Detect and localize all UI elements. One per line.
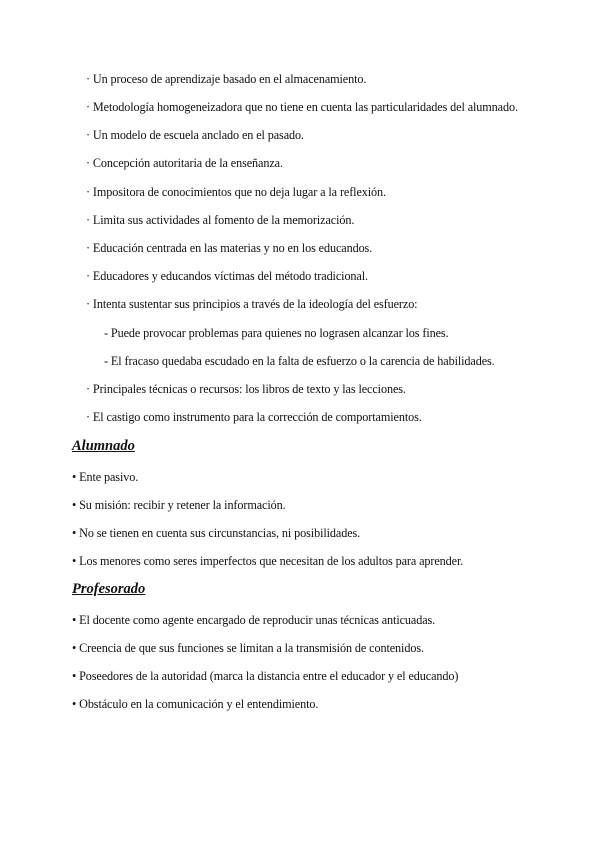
- list-item: • Ente pasivo.: [72, 470, 139, 484]
- sub-list-item: - Puede provocar problemas para quienes no lograsen alcanzar los fines.: [104, 326, 449, 340]
- sub-list-item: - El fracaso quedaba escudado en la falta de esfuerzo o la carencia de habilidades.: [104, 354, 495, 368]
- section-heading-profesorado: Profesorado: [72, 581, 146, 597]
- list-item: · Concepción autoritaria de la enseñanza.: [86, 156, 283, 170]
- list-item: • Su misión: recibir y retener la información.: [72, 498, 286, 512]
- list-item: • El docente como agente encargado de reproducir unas técnicas anticuadas.: [72, 613, 436, 627]
- list-item: · Un proceso de aprendizaje basado en el almacenamiento.: [86, 72, 367, 86]
- list-item: · Un modelo de escuela anclado en el pasado.: [86, 128, 304, 142]
- list-item: · El castigo como instrumento para la corrección de comportamientos.: [86, 410, 422, 424]
- list-item: · Principales técnicas o recursos: los libros de texto y las lecciones.: [86, 382, 406, 396]
- section-heading-alumnado: Alumnado: [72, 438, 135, 454]
- list-item: · Limita sus actividades al fomento de la memorización.: [86, 213, 355, 227]
- list-item: • Los menores como seres imperfectos que necesitan de los adultos para aprender.: [72, 554, 464, 568]
- list-item: · Educación centrada en las materias y no en los educandos.: [86, 241, 373, 255]
- list-item: · Intenta sustentar sus principios a través de la ideología del esfuerzo:: [86, 297, 418, 311]
- list-item: · Educadores y educandos víctimas del método tradicional.: [86, 269, 368, 283]
- list-item: • Creencia de que sus funciones se limitan a la transmisión de contenidos.: [72, 641, 424, 655]
- list-item: · Impositora de conocimientos que no deja lugar a la reflexión.: [86, 185, 386, 199]
- list-item: • Obstáculo en la comunicación y el entendimiento.: [72, 697, 319, 711]
- list-item: · Metodología homogeneizadora que no tiene en cuenta las particularidades del alumnado.: [86, 100, 518, 114]
- list-item: • No se tienen en cuenta sus circunstancias, ni posibilidades.: [72, 526, 361, 540]
- list-item: • Poseedores de la autoridad (marca la distancia entre el educador y el educando): [72, 669, 459, 683]
